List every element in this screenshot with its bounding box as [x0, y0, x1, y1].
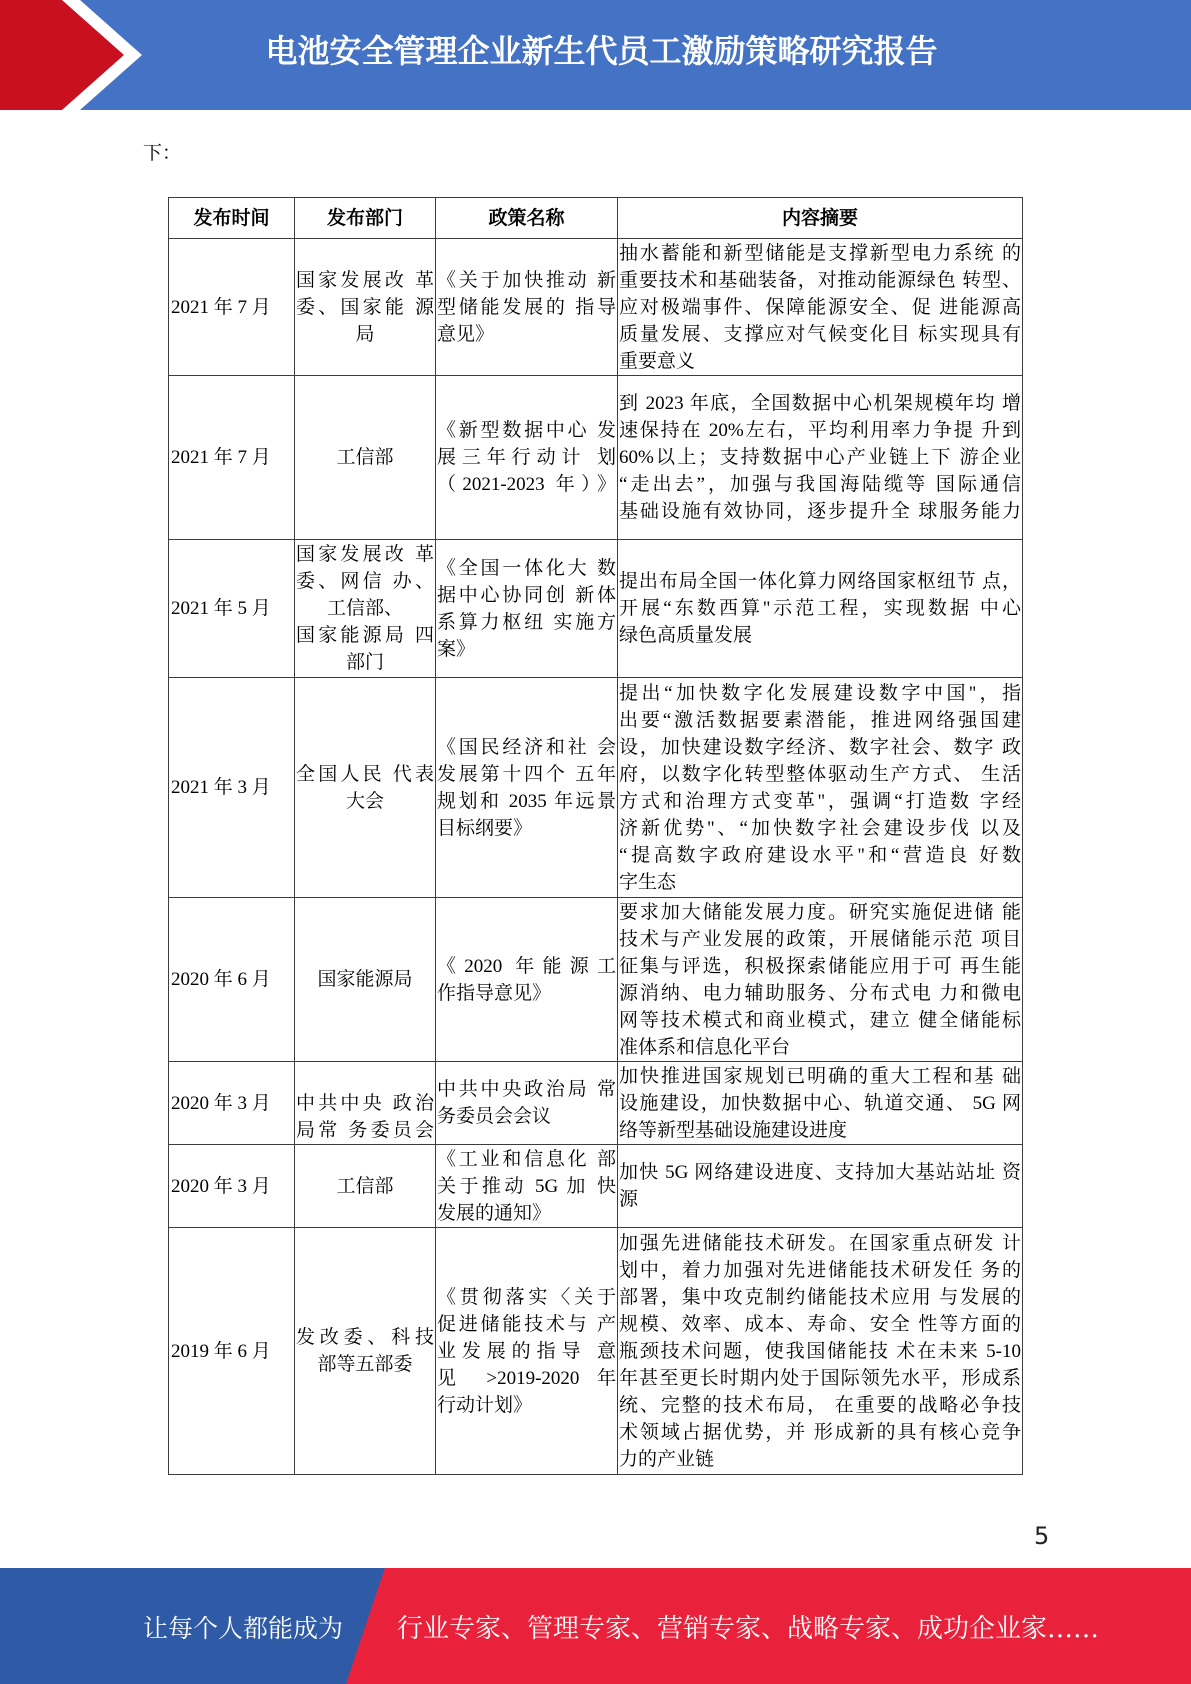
policy-table — [168, 197, 1023, 1475]
summary-line: 络等新型基础设施建设进度 — [619, 1119, 848, 1141]
department-line: 国家能源局 四 — [296, 625, 434, 646]
summary-line: 划中，着力加强对先进储能技术研发任 务的 — [619, 1259, 1021, 1281]
cell-date — [169, 898, 295, 1062]
cell-policy — [436, 898, 618, 1062]
intro-text: 下： — [143, 143, 182, 164]
table-row — [169, 678, 1023, 898]
summary-line: 质量发展、支撑应对气候变化目 标实现具有 — [619, 323, 1021, 345]
cell-summary — [618, 1228, 1023, 1475]
summary-line: 设，加快建设数字经济、数字社会、数字 政 — [619, 736, 1021, 758]
policy-line: 见 >2019-2020 年 — [437, 1367, 616, 1389]
summary-line: 设施建设，加快数据中心、轨道交通、 5G 网 — [619, 1092, 1021, 1114]
header-band — [0, 0, 1191, 110]
cell-date — [169, 1062, 295, 1145]
table-row — [169, 239, 1023, 376]
summary-line: 加强先进储能技术研发。在国家重点研发 计 — [619, 1232, 1021, 1254]
cell-summary — [618, 678, 1023, 898]
department-line: 中共中央 政治 — [296, 1093, 434, 1114]
table-row — [169, 540, 1023, 678]
department-line: 部等五部委 — [317, 1354, 413, 1375]
department-line: 局 — [355, 323, 375, 345]
table-row — [169, 1228, 1023, 1475]
summary-line: 提出“加快数字化发展建设数字中国''，指 — [619, 682, 1021, 704]
date-text: 2021 年 3 月 — [171, 777, 271, 798]
summary-line: 源消纳、电力辅助服务、分布式电 力和微电 — [619, 982, 1021, 1004]
column-header-summary: 内容摘要 — [618, 198, 1023, 239]
policy-line: 行动计划》 — [437, 1394, 533, 1416]
cell-department — [295, 540, 436, 678]
cell-date — [169, 376, 295, 540]
summary-line: 到 2023 年底，全国数据中心机架规模年均 增 — [619, 393, 1021, 414]
column-header-policy: 政策名称 — [436, 198, 618, 239]
department-line: 国家发展改 革 — [296, 544, 434, 565]
summary-line: 开展“东数西算''示范工程，实现数据 中心 — [619, 598, 1021, 619]
footer-lead-text: 让每个人都能成为 — [143, 1614, 344, 1643]
date-text: 2021 年 7 月 — [171, 447, 271, 468]
table-row — [169, 376, 1023, 540]
summary-line: 部署，集中攻克制约储能技术应用 与发展的 — [619, 1286, 1021, 1308]
policy-line: 发展第十四个 五年 — [437, 763, 616, 785]
policy-line: 案》 — [437, 638, 476, 660]
summary-line: 字生态 — [619, 871, 677, 893]
summary-line: 术领域占据优势，并 形成新的具有核心竞争 — [619, 1421, 1021, 1443]
summary-line: 速保持在 20%左右，平均利用率力争提 升到 — [619, 420, 1021, 441]
report-title: 电池安全管理企业新生代员工激励策略研究报告 — [265, 32, 938, 70]
summary-line: 抽水蓄能和新型储能是支撑新型电力系统 的 — [619, 242, 1021, 264]
policy-line: 促进储能技术与 产 — [437, 1313, 616, 1335]
date-text: 2020 年 3 月 — [171, 1175, 271, 1197]
department-line: 工信部、 — [326, 598, 403, 619]
department-line: 国家能源局 — [317, 969, 413, 990]
policy-line: 关于推动 5G 加 快 — [437, 1175, 616, 1197]
column-header-department: 发布部门 — [295, 198, 436, 239]
policy-line: 意见》 — [437, 323, 495, 345]
policy-line: 据中心协同创 新体 — [437, 584, 616, 606]
cell-date — [169, 678, 295, 898]
cell-department — [295, 239, 436, 376]
header-red-arrow-shape — [0, 0, 124, 110]
column-header-date: 发布时间 — [169, 198, 295, 239]
summary-line: 方式和治理方式变革''，强调“打造数 字经 — [619, 790, 1021, 812]
cell-date — [169, 239, 295, 376]
policy-line: 规划和 2035 年远景 — [437, 790, 616, 812]
date-text: 2021 年 5 月 — [171, 598, 271, 619]
policy-line: 目标纲要》 — [437, 817, 533, 839]
cell-department — [295, 376, 436, 540]
policy-line: 作指导意见》 — [437, 982, 552, 1004]
cell-department — [295, 1062, 436, 1145]
summary-line: 规模、效率、成本、寿命、安全 性等方面的 — [619, 1313, 1021, 1335]
date-text: 2021 年 7 月 — [171, 296, 271, 318]
date-text: 2019 年 6 月 — [171, 1340, 271, 1362]
date-text: 2020 年 6 月 — [171, 969, 271, 990]
cell-department — [295, 678, 436, 898]
summary-line: 重要技术和基础装备，对推动能源绿色 转型、 — [619, 269, 1021, 291]
cell-policy — [436, 239, 618, 376]
summary-line: 统、完整的技术布局， 在重要的战略必争技 — [619, 1394, 1021, 1416]
cell-policy — [436, 376, 618, 540]
policy-line: 《新型数据中心 发 — [437, 420, 616, 441]
table-row — [169, 1062, 1023, 1145]
department-line: 委、网信 办、 — [296, 571, 434, 592]
department-line: 大会 — [345, 790, 384, 812]
cell-date — [169, 1228, 295, 1475]
cell-policy — [436, 540, 618, 678]
policy-line: 《关于加快推动 新 — [437, 269, 616, 291]
cell-summary — [618, 239, 1023, 376]
summary-line: 准体系和信息化平台 — [619, 1036, 791, 1058]
cell-policy — [436, 1228, 618, 1475]
department-line: 局常 务委员会 — [296, 1120, 434, 1141]
summary-line: 基础设施有效协同，逐步提升全 球服务能力 — [619, 501, 1021, 522]
cell-department — [295, 898, 436, 1062]
cell-department — [295, 1228, 436, 1475]
summary-line: 瓶颈技术问题，使我国储能技 术在未来 5-10 — [619, 1340, 1021, 1362]
date-text: 2020 年 3 月 — [171, 1092, 271, 1114]
summary-line: 源 — [619, 1189, 639, 1210]
department-line: 全国人民 代表 — [296, 763, 434, 785]
summary-line: 出要“激活数据要素潜能，推进网络强国建 — [619, 709, 1021, 731]
summary-line: 加快 5G 网络建设进度、支持加大基站站址 资 — [619, 1162, 1021, 1183]
cell-policy — [436, 1062, 618, 1145]
cell-summary — [618, 1062, 1023, 1145]
policy-line: 型储能发展的 指导 — [437, 296, 616, 318]
cell-summary — [618, 1145, 1023, 1228]
summary-line: 应对极端事件、保障能源安全、促 进能源高 — [619, 296, 1021, 318]
policy-line: （2021-2023 年）》 — [437, 474, 616, 495]
policy-line: 系算力枢纽 实施方 — [437, 611, 616, 633]
cell-date — [169, 540, 295, 678]
summary-line: 技术与产业发展的政策，开展储能示范 项目 — [619, 928, 1021, 950]
policy-line: 《工业和信息化 部 — [437, 1148, 616, 1170]
department-line: 工信部 — [336, 1175, 394, 1197]
summary-line: “提高数字政府建设水平''和“营造良 好数 — [619, 844, 1021, 866]
policy-line: 《国民经济和社 会 — [437, 736, 616, 758]
summary-line: 绿色高质量发展 — [619, 625, 753, 646]
policy-line: 展三年行动计 划 — [437, 447, 616, 468]
policy-line: 《贯彻落实〈关于 — [437, 1286, 616, 1308]
department-line: 工信部 — [336, 447, 394, 468]
summary-line: 府，以数字化转型整体驱动生产方式、 生活 — [619, 763, 1021, 785]
policy-line: 《全国一体化大 数 — [437, 557, 616, 579]
summary-line: 网等技术模式和商业模式，建立 健全储能标 — [619, 1009, 1021, 1031]
table-body — [169, 239, 1023, 1475]
footer-roles-text: 行业专家、管理专家、营销专家、战略专家、成功企业家…… — [397, 1614, 1100, 1644]
department-line: 发改委、科技 — [296, 1327, 434, 1348]
policy-line: 中共中央政治局 常 — [437, 1079, 616, 1100]
table-header-row — [169, 198, 1023, 239]
summary-line: 济新优势''、“加快数字社会建设步伐 以及 — [619, 817, 1021, 839]
cell-summary — [618, 376, 1023, 540]
cell-summary — [618, 898, 1023, 1062]
policy-line: 发展的通知》 — [437, 1202, 552, 1224]
cell-department — [295, 1145, 436, 1228]
department-line: 部门 — [345, 652, 384, 673]
table-row — [169, 898, 1023, 1062]
page-number: 5 — [1034, 1522, 1050, 1550]
header-arrow-graphic — [0, 0, 160, 110]
table-row — [169, 1145, 1023, 1228]
department-line: 委、国家能 源 — [296, 296, 434, 318]
policy-line: 业发展的指导 意 — [437, 1340, 616, 1362]
summary-line: 力的产业链 — [619, 1448, 715, 1470]
policy-line: 《2020 年能源工 — [437, 955, 616, 977]
summary-line: 60%以上；支持数据中心产业链上下 游企业 — [619, 447, 1021, 468]
summary-line: 征集与评选，积极探索储能应用于可 再生能 — [619, 955, 1021, 977]
cell-policy — [436, 1145, 618, 1228]
summary-line: 提出布局全国一体化算力网络国家枢纽节 点， — [619, 571, 1021, 592]
policy-line: 务委员会会议 — [437, 1106, 552, 1127]
summary-line: 加快推进国家规划已明确的重大工程和基 础 — [619, 1065, 1021, 1087]
cell-summary — [618, 540, 1023, 678]
cell-date — [169, 1145, 295, 1228]
department-line: 国家发展改 革 — [296, 269, 434, 291]
cell-policy — [436, 678, 618, 898]
summary-line: 重要意义 — [619, 350, 696, 372]
footer-band — [0, 1568, 1191, 1684]
summary-line: 年甚至更长时期内处于国际领先水平，形成系 — [619, 1367, 1021, 1389]
summary-line: “走出去”，加强与我国海陆缆等 国际通信 — [619, 474, 1021, 495]
summary-line: 要求加大储能发展力度。研究实施促进储 能 — [619, 901, 1021, 923]
